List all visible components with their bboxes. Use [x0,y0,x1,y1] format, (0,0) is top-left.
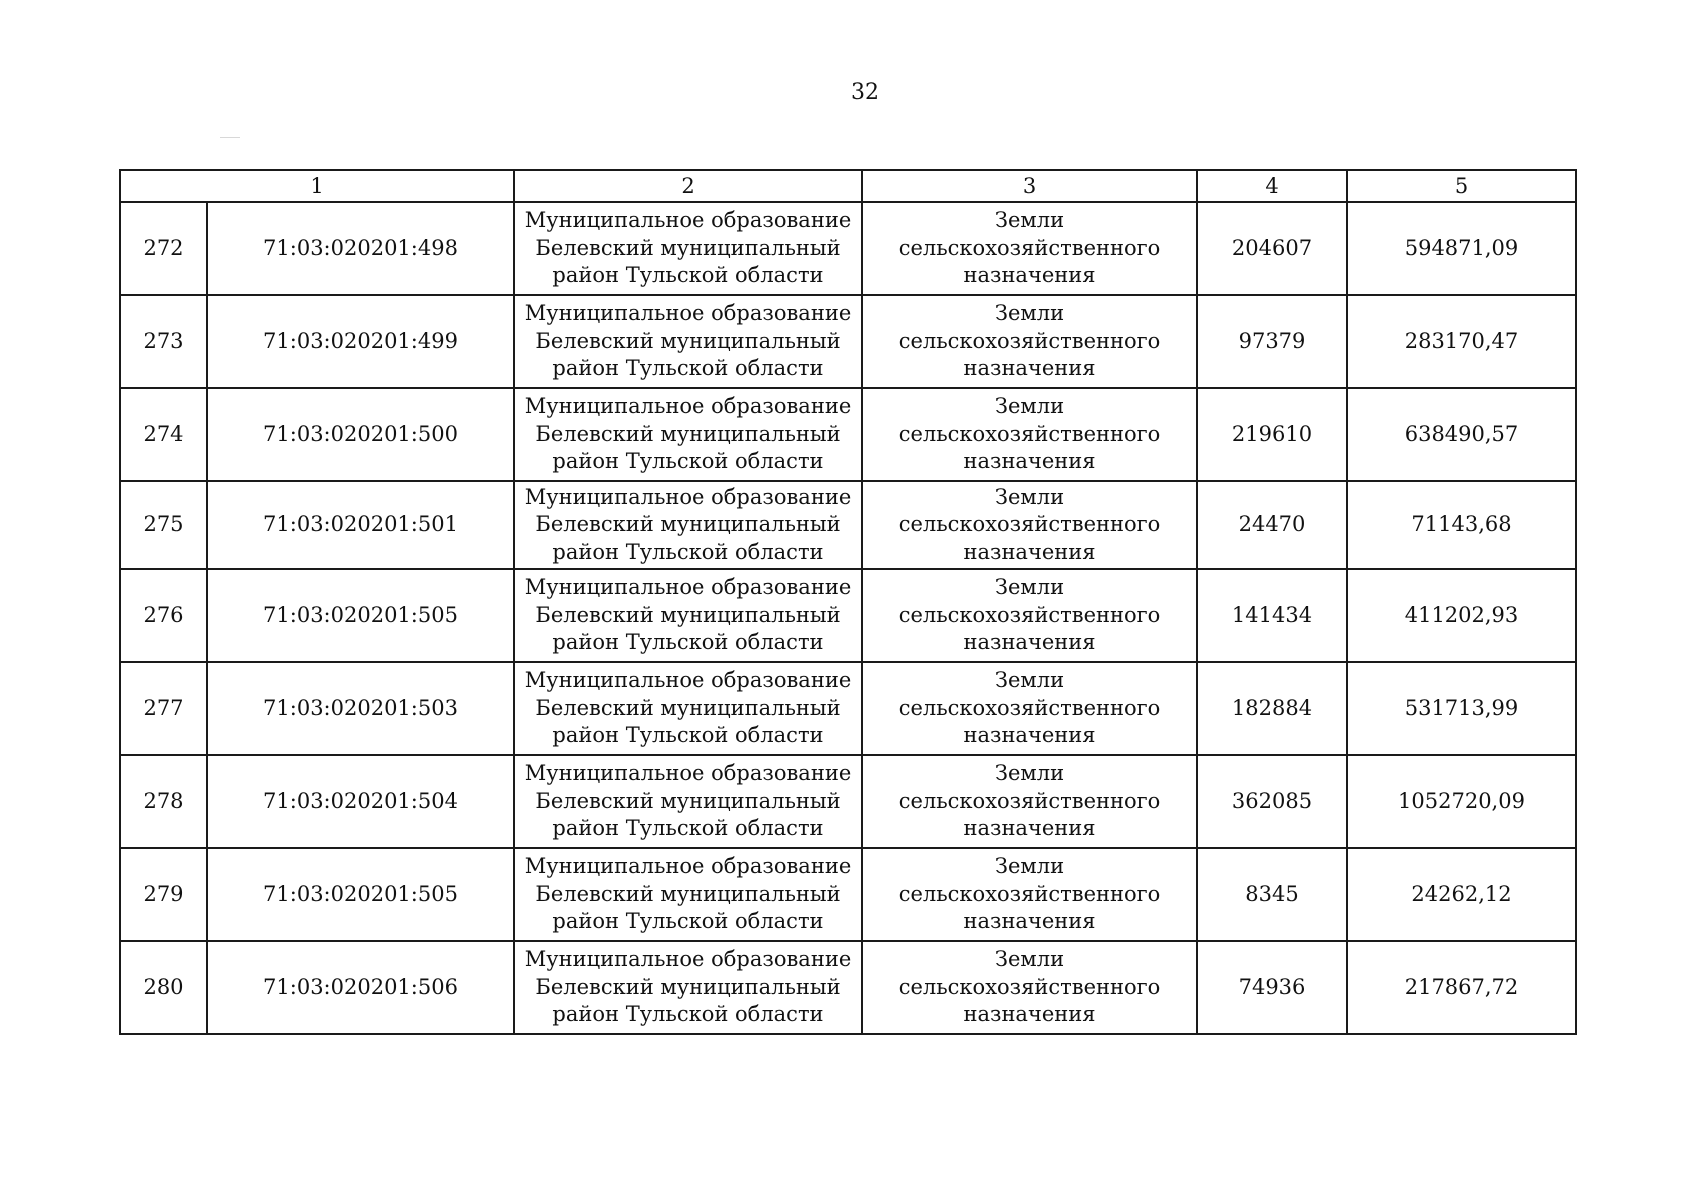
area-value: 24470 [1197,481,1347,569]
owner-cell [514,388,862,481]
row-number: 274 [120,388,207,481]
cadastral-value: 283170,47 [1347,295,1576,388]
category-line: сельскохозяйственного [898,788,1161,813]
owner-line: Белевский муниципальный [535,328,841,353]
area-value: 219610 [1197,388,1347,481]
cadastral-value: 411202,93 [1347,569,1576,662]
owner-line: Муниципальное образование [524,947,852,972]
owner-cell [514,481,862,569]
category-line: назначения [963,909,1096,934]
land-category-cell [862,848,1197,941]
cadastral-value: 24262,12 [1347,848,1576,941]
land-registry-table [119,169,1577,1035]
land-category-cell [862,295,1197,388]
row-number: 276 [120,569,207,662]
owner-cell [514,941,862,1034]
category-line: назначения [963,630,1096,655]
header-col-5: 5 [1347,170,1576,202]
row-number: 273 [120,295,207,388]
category-line: сельскохозяйственного [898,512,1161,537]
category-line: сельскохозяйственного [898,602,1161,627]
owner-cell [514,755,862,848]
table-row [120,388,1576,481]
owner-line: Муниципальное образование [524,208,852,233]
header-row [120,170,1576,202]
header-col-1: 1 [120,170,514,202]
table-row [120,481,1576,569]
category-line: Земли [994,301,1065,326]
owner-line: Белевский муниципальный [535,788,841,813]
owner-line: район Тульской области [552,909,824,934]
land-category-cell [862,569,1197,662]
table-row [120,202,1576,295]
owner-line: Белевский муниципальный [535,695,841,720]
cadastral-number: 71:03:020201:503 [207,662,514,755]
table-row [120,295,1576,388]
cadastral-number: 71:03:020201:505 [207,569,514,662]
category-line: Земли [994,484,1065,509]
category-line: Земли [994,668,1065,693]
row-number: 279 [120,848,207,941]
owner-line: Белевский муниципальный [535,881,841,906]
cadastral-number: 71:03:020201:505 [207,848,514,941]
land-category-cell [862,481,1197,569]
category-line: назначения [963,1002,1096,1027]
owner-line: Муниципальное образование [524,761,852,786]
owner-line: район Тульской области [552,449,824,474]
category-line: назначения [963,816,1096,841]
category-line: сельскохозяйственного [898,421,1161,446]
table-row [120,569,1576,662]
cadastral-number: 71:03:020201:501 [207,481,514,569]
land-category-cell [862,755,1197,848]
owner-line: Белевский муниципальный [535,512,841,537]
owner-line: район Тульской области [552,816,824,841]
owner-line: Муниципальное образование [524,484,852,509]
owner-cell [514,569,862,662]
row-number: 277 [120,662,207,755]
category-line: Земли [994,575,1065,600]
category-line: Земли [994,854,1065,879]
owner-line: Муниципальное образование [524,854,852,879]
row-number: 275 [120,481,207,569]
land-category-cell [862,662,1197,755]
owner-line: Муниципальное образование [524,668,852,693]
row-number: 280 [120,941,207,1034]
owner-line: район Тульской области [552,263,824,288]
owner-line: Белевский муниципальный [535,974,841,999]
area-value: 362085 [1197,755,1347,848]
cadastral-number: 71:03:020201:504 [207,755,514,848]
owner-line: район Тульской области [552,1002,824,1027]
cadastral-value: 531713,99 [1347,662,1576,755]
page-number: 32 [851,80,879,105]
owner-line: район Тульской области [552,539,824,564]
cadastral-value: 71143,68 [1347,481,1576,569]
owner-line: Белевский муниципальный [535,421,841,446]
header-col-3: 3 [862,170,1197,202]
table-row [120,755,1576,848]
category-line: назначения [963,449,1096,474]
category-line: сельскохозяйственного [898,881,1161,906]
table-body [120,202,1576,1034]
table-row [120,848,1576,941]
owner-line: Белевский муниципальный [535,235,841,260]
header-col-2: 2 [514,170,862,202]
owner-line: район Тульской области [552,630,824,655]
category-line: сельскохозяйственного [898,328,1161,353]
area-value: 182884 [1197,662,1347,755]
owner-line: Муниципальное образование [524,394,852,419]
cadastral-number: 71:03:020201:500 [207,388,514,481]
owner-line: Муниципальное образование [524,301,852,326]
owner-line: район Тульской области [552,356,824,381]
land-category-cell [862,941,1197,1034]
cadastral-value: 1052720,09 [1347,755,1576,848]
category-line: назначения [963,356,1096,381]
cadastral-value: 217867,72 [1347,941,1576,1034]
category-line: назначения [963,263,1096,288]
row-number: 272 [120,202,207,295]
cadastral-number: 71:03:020201:506 [207,941,514,1034]
category-line: сельскохозяйственного [898,974,1161,999]
category-line: Земли [994,208,1065,233]
category-line: Земли [994,394,1065,419]
category-line: сельскохозяйственного [898,695,1161,720]
category-line: назначения [963,539,1096,564]
owner-cell [514,295,862,388]
category-line: назначения [963,723,1096,748]
header-col-4: 4 [1197,170,1347,202]
cadastral-value: 638490,57 [1347,388,1576,481]
area-value: 8345 [1197,848,1347,941]
table-header [120,170,1576,202]
area-value: 141434 [1197,569,1347,662]
scan-artifact [220,137,240,138]
area-value: 97379 [1197,295,1347,388]
owner-cell [514,848,862,941]
land-category-cell [862,388,1197,481]
category-line: сельскохозяйственного [898,235,1161,260]
category-line: Земли [994,947,1065,972]
table-row [120,662,1576,755]
table-row [120,941,1576,1034]
owner-line: Муниципальное образование [524,575,852,600]
cadastral-number: 71:03:020201:499 [207,295,514,388]
owner-cell [514,202,862,295]
category-line: Земли [994,761,1065,786]
area-value: 204607 [1197,202,1347,295]
owner-cell [514,662,862,755]
land-category-cell [862,202,1197,295]
cadastral-number: 71:03:020201:498 [207,202,514,295]
cadastral-value: 594871,09 [1347,202,1576,295]
row-number: 278 [120,755,207,848]
area-value: 74936 [1197,941,1347,1034]
owner-line: район Тульской области [552,723,824,748]
owner-line: Белевский муниципальный [535,602,841,627]
